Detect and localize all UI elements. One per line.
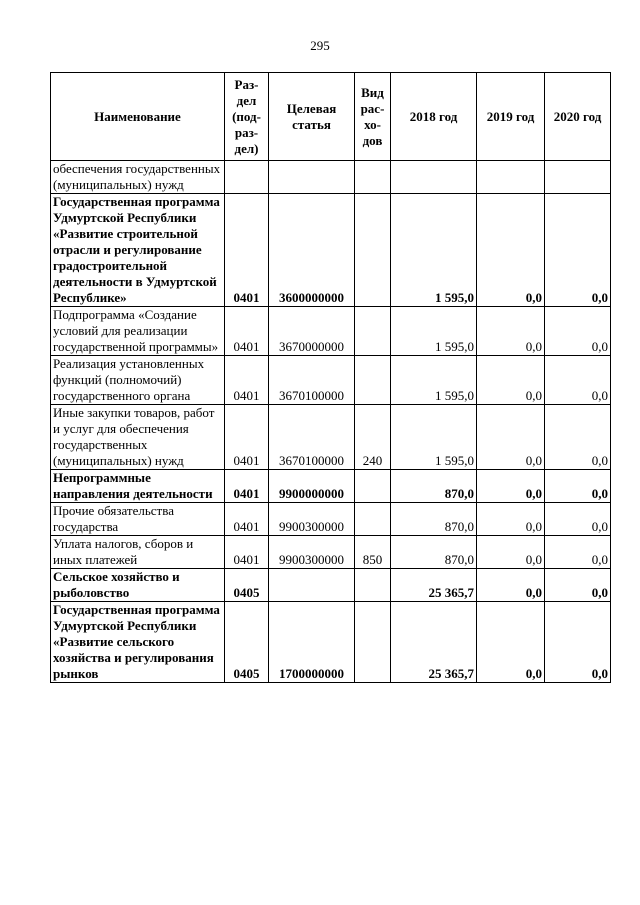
row-2020-cell: 0,0 xyxy=(545,356,611,405)
row-2018-cell: 870,0 xyxy=(391,536,477,569)
row-2018-cell: 1 595,0 xyxy=(391,405,477,470)
row-name-cell: Уплата налогов, сборов и иных платежей xyxy=(51,536,225,569)
row-section-cell: 0401 xyxy=(225,356,269,405)
row-2019-cell: 0,0 xyxy=(477,503,545,536)
row-target-cell: 3670100000 xyxy=(269,356,355,405)
row-2019-cell: 0,0 xyxy=(477,405,545,470)
row-2020-cell: 0,0 xyxy=(545,569,611,602)
row-kind-cell xyxy=(355,161,391,194)
row-kind-cell xyxy=(355,602,391,683)
header-name: Наименование xyxy=(51,73,225,161)
row-2018-cell: 1 595,0 xyxy=(391,307,477,356)
header-2018: 2018 год xyxy=(391,73,477,161)
row-2018-cell: 1 595,0 xyxy=(391,356,477,405)
table-row xyxy=(51,194,611,307)
row-2019-cell xyxy=(477,161,545,194)
header-target: Целевая статья xyxy=(269,73,355,161)
row-2020-cell: 0,0 xyxy=(545,470,611,503)
row-section-cell: 0401 xyxy=(225,405,269,470)
row-section-cell: 0401 xyxy=(225,470,269,503)
row-target-cell: 9900300000 xyxy=(269,503,355,536)
table-body xyxy=(51,161,611,683)
header-section: Раз- дел (под- раз- дел) xyxy=(225,73,269,161)
row-section-cell: 0401 xyxy=(225,194,269,307)
row-kind-cell xyxy=(355,470,391,503)
row-section-cell: 0401 xyxy=(225,307,269,356)
row-name-cell: обеспечения государственных (муниципальных) нужд xyxy=(51,161,225,194)
row-2020-cell: 0,0 xyxy=(545,602,611,683)
row-2020-cell: 0,0 xyxy=(545,503,611,536)
header-kind: Вид рас- хо- дов xyxy=(355,73,391,161)
row-2018-cell: 870,0 xyxy=(391,503,477,536)
table-row xyxy=(51,503,611,536)
table-row xyxy=(51,569,611,602)
row-kind-cell xyxy=(355,569,391,602)
row-2018-cell: 25 365,7 xyxy=(391,602,477,683)
header-row xyxy=(51,73,611,161)
row-2019-cell: 0,0 xyxy=(477,536,545,569)
row-target-cell: 9900000000 xyxy=(269,470,355,503)
row-name-cell: Государственная программа Удмуртской Республики «Развитие сельского хозяйства и регулирования рынков xyxy=(51,602,225,683)
row-target-cell xyxy=(269,569,355,602)
row-2020-cell: 0,0 xyxy=(545,307,611,356)
row-2018-cell: 1 595,0 xyxy=(391,194,477,307)
row-2020-cell: 0,0 xyxy=(545,405,611,470)
row-kind-cell xyxy=(355,194,391,307)
row-2018-cell xyxy=(391,161,477,194)
row-2020-cell: 0,0 xyxy=(545,194,611,307)
row-name-cell: Иные закупки товаров, работ и услуг для обеспечения государственных (муниципальных) нужд xyxy=(51,405,225,470)
row-2019-cell: 0,0 xyxy=(477,194,545,307)
row-section-cell: 0405 xyxy=(225,602,269,683)
row-section-cell xyxy=(225,161,269,194)
header-2020: 2020 год xyxy=(545,73,611,161)
row-section-cell: 0401 xyxy=(225,503,269,536)
table-row xyxy=(51,536,611,569)
row-2020-cell xyxy=(545,161,611,194)
row-section-cell: 0401 xyxy=(225,536,269,569)
row-2019-cell: 0,0 xyxy=(477,569,545,602)
table-row xyxy=(51,356,611,405)
row-target-cell: 1700000000 xyxy=(269,602,355,683)
row-2019-cell: 0,0 xyxy=(477,602,545,683)
table-row xyxy=(51,470,611,503)
table-row xyxy=(51,602,611,683)
row-name-cell: Прочие обязательства государства xyxy=(51,503,225,536)
page-number: 295 xyxy=(310,38,330,53)
row-name-cell: Подпрограмма «Создание условий для реализации государственной программы» xyxy=(51,307,225,356)
row-2018-cell: 870,0 xyxy=(391,470,477,503)
row-2019-cell: 0,0 xyxy=(477,470,545,503)
row-target-cell: 3600000000 xyxy=(269,194,355,307)
row-kind-cell xyxy=(355,307,391,356)
row-kind-cell xyxy=(355,356,391,405)
table-row xyxy=(51,307,611,356)
row-2018-cell: 25 365,7 xyxy=(391,569,477,602)
row-name-cell: Непрограммные направления деятельности xyxy=(51,470,225,503)
row-target-cell: 9900300000 xyxy=(269,536,355,569)
row-2020-cell: 0,0 xyxy=(545,536,611,569)
row-name-cell: Государственная программа Удмуртской Республики «Развитие строительной отрасли и регулирование градостроительной деятельности в Удмуртской Республике» xyxy=(51,194,225,307)
row-name-cell: Сельское хозяйство и рыболовство xyxy=(51,569,225,602)
row-kind-cell xyxy=(355,503,391,536)
row-target-cell: 3670100000 xyxy=(269,405,355,470)
row-kind-cell: 850 xyxy=(355,536,391,569)
row-2019-cell: 0,0 xyxy=(477,356,545,405)
header-2019: 2019 год xyxy=(477,73,545,161)
row-name-cell: Реализация установленных функций (полномочий) государственного органа xyxy=(51,356,225,405)
row-section-cell: 0405 xyxy=(225,569,269,602)
row-target-cell: 3670000000 xyxy=(269,307,355,356)
row-target-cell xyxy=(269,161,355,194)
table-row xyxy=(51,161,611,194)
table-row xyxy=(51,405,611,470)
row-2019-cell: 0,0 xyxy=(477,307,545,356)
row-kind-cell: 240 xyxy=(355,405,391,470)
budget-table xyxy=(50,72,611,683)
